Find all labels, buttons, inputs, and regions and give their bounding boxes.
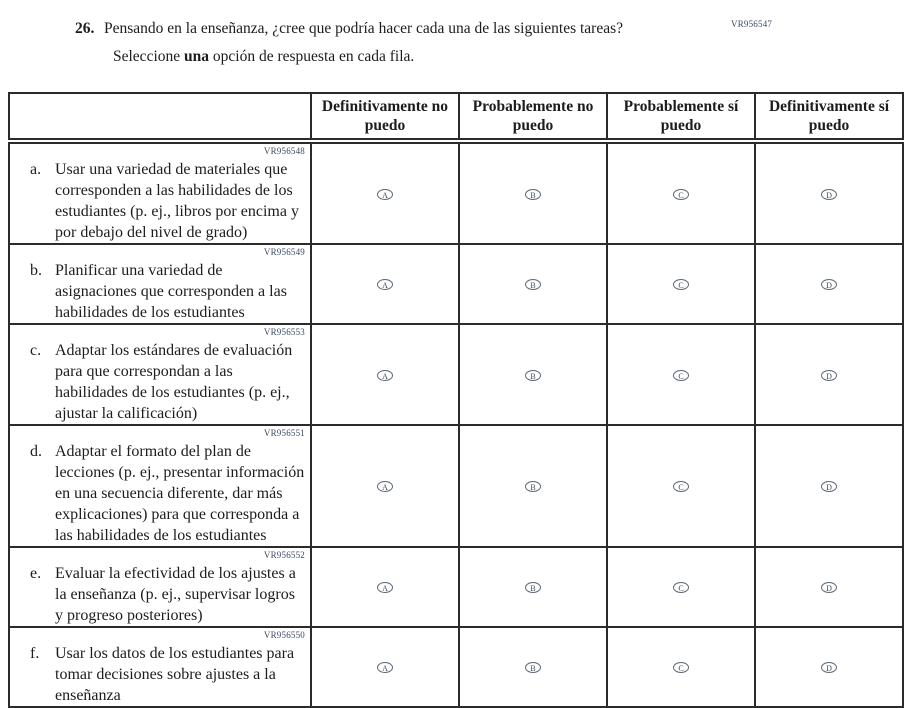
question-instruction xyxy=(113,48,623,66)
option-cell-f1 xyxy=(311,627,459,707)
answer-table xyxy=(8,92,904,708)
instruction-suffix: opción de respuesta en cada fila. xyxy=(209,48,415,65)
option-cell-c3 xyxy=(607,324,755,425)
item-text: Planificar una variedad de asignaciones que corresponden a las habilidades de los estudiantes xyxy=(55,262,287,321)
radio-bubble-c[interactable]: C xyxy=(673,279,689,290)
item-stem-b xyxy=(9,244,311,324)
question-text: Pensando en la enseñanza, ¿cree que podría hacer cada una de las siguientes tareas? xyxy=(104,20,623,37)
item-code: VR956548 xyxy=(263,146,305,156)
item-text: Usar los datos de los estudiantes para tomar decisiones sobre ajustes a la enseñanza xyxy=(55,645,295,704)
question-number: 26. xyxy=(75,20,95,37)
radio-bubble-d[interactable]: D xyxy=(821,582,837,593)
radio-bubble-c[interactable]: C xyxy=(673,582,689,593)
option-cell-a2 xyxy=(459,141,607,244)
option-cell-b3 xyxy=(607,244,755,324)
radio-bubble-a[interactable]: A xyxy=(377,279,393,290)
item-stem-e xyxy=(9,547,311,627)
radio-bubble-d[interactable]: D xyxy=(821,189,837,200)
option-cell-f3 xyxy=(607,627,755,707)
question-block xyxy=(75,20,623,66)
item-stem-c xyxy=(9,324,311,425)
table-row-a xyxy=(9,141,903,244)
option-cell-a1 xyxy=(311,141,459,244)
radio-bubble-a[interactable]: A xyxy=(377,582,393,593)
item-code: VR956549 xyxy=(263,247,305,257)
option-cell-f4 xyxy=(755,627,903,707)
item-letter: f. xyxy=(30,645,40,662)
option-cell-b2 xyxy=(459,244,607,324)
item-code: VR956553 xyxy=(263,327,305,337)
item-text: Adaptar el formato del plan de lecciones (p. ej., presentar información en una secuencia diferente, dar más explicaciones) para que corresponda a las habilidades de los estudiantes xyxy=(55,443,305,544)
column-header-definitely-not: Definitivamente no puedo xyxy=(311,93,459,141)
option-cell-b4 xyxy=(755,244,903,324)
radio-bubble-d[interactable]: D xyxy=(821,279,837,290)
instruction-bold-word: una xyxy=(184,48,210,65)
option-cell-a3 xyxy=(607,141,755,244)
item-stem-f xyxy=(9,627,311,707)
radio-bubble-b[interactable]: B xyxy=(525,189,541,200)
table-row-d xyxy=(9,425,903,547)
item-stem-a xyxy=(9,141,311,244)
radio-bubble-d[interactable]: D xyxy=(821,370,837,381)
item-letter: d. xyxy=(30,443,42,460)
option-cell-d4 xyxy=(755,425,903,547)
table-row-f xyxy=(9,627,903,707)
radio-bubble-d[interactable]: D xyxy=(821,662,837,673)
header-row xyxy=(9,93,903,141)
radio-bubble-b[interactable]: B xyxy=(525,370,541,381)
option-cell-c2 xyxy=(459,324,607,425)
column-header-definitely-yes: Definitivamente sí puedo xyxy=(755,93,903,141)
radio-bubble-c[interactable]: C xyxy=(673,662,689,673)
stem-header-empty xyxy=(9,93,311,141)
item-text: Usar una variedad de materiales que corresponden a las habilidades de los estudiantes (p. ej., libros por encima y por debajo del nivel de grado) xyxy=(55,161,299,241)
item-stem-d xyxy=(9,425,311,547)
radio-bubble-a[interactable]: A xyxy=(377,189,393,200)
table-row-e xyxy=(9,547,903,627)
table-row-c xyxy=(9,324,903,425)
radio-bubble-d[interactable]: D xyxy=(821,481,837,492)
option-cell-e1 xyxy=(311,547,459,627)
option-cell-e3 xyxy=(607,547,755,627)
radio-bubble-b[interactable]: B xyxy=(525,481,541,492)
radio-bubble-a[interactable]: A xyxy=(377,370,393,381)
item-code: VR956550 xyxy=(263,630,305,640)
form-code: VR956547 xyxy=(731,19,773,29)
item-text: Evaluar la efectividad de los ajustes a la enseñanza (p. ej., supervisar logros y progreso posteriores) xyxy=(55,565,296,624)
item-code: VR956551 xyxy=(263,428,305,438)
item-letter: c. xyxy=(30,342,42,359)
column-header-probably-yes: Probablemente sí puedo xyxy=(607,93,755,141)
option-cell-d2 xyxy=(459,425,607,547)
option-cell-e2 xyxy=(459,547,607,627)
option-cell-c1 xyxy=(311,324,459,425)
item-letter: a. xyxy=(30,161,42,178)
table-row-b xyxy=(9,244,903,324)
instruction-prefix: Seleccione xyxy=(113,48,185,65)
radio-bubble-a[interactable]: A xyxy=(377,481,393,492)
radio-bubble-b[interactable]: B xyxy=(525,279,541,290)
radio-bubble-c[interactable]: C xyxy=(673,189,689,200)
column-header-probably-not: Probablemente no puedo xyxy=(459,93,607,141)
radio-bubble-c[interactable]: C xyxy=(673,370,689,381)
item-letter: b. xyxy=(30,262,42,279)
radio-bubble-c[interactable]: C xyxy=(673,481,689,492)
radio-bubble-a[interactable]: A xyxy=(377,662,393,673)
item-letter: e. xyxy=(30,565,42,582)
option-cell-d1 xyxy=(311,425,459,547)
option-cell-d3 xyxy=(607,425,755,547)
option-cell-f2 xyxy=(459,627,607,707)
option-cell-a4 xyxy=(755,141,903,244)
option-cell-e4 xyxy=(755,547,903,627)
option-cell-c4 xyxy=(755,324,903,425)
item-text: Adaptar los estándares de evaluación para que correspondan a las habilidades de los estudiantes (p. ej., ajustar la calificación) xyxy=(55,342,293,422)
option-cell-b1 xyxy=(311,244,459,324)
radio-bubble-b[interactable]: B xyxy=(525,662,541,673)
item-code: VR956552 xyxy=(263,550,305,560)
radio-bubble-b[interactable]: B xyxy=(525,582,541,593)
